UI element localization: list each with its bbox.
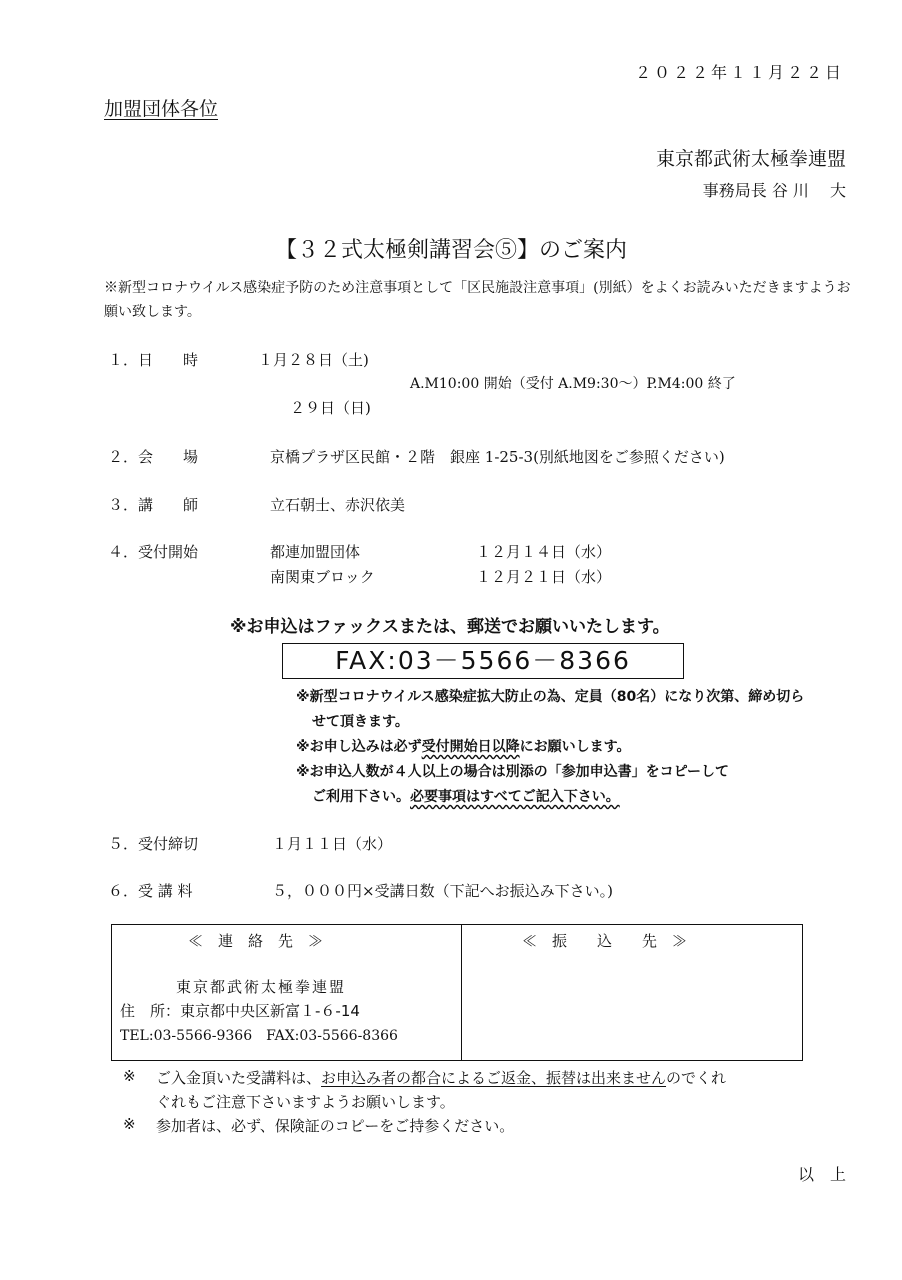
reception-label: ４．受付開始 — [108, 543, 199, 561]
contact-address — [120, 1000, 360, 1021]
fax-number-box: FAX:03－5566－8366 — [282, 643, 684, 679]
document-title: 【３２式太極剣講習会⑤】のご案内 — [274, 238, 627, 263]
fee-label: ６．受 講 料 — [108, 882, 193, 900]
reception-date-note — [296, 736, 631, 756]
transfer-heading: ≪ 振 込 先 ≫ — [522, 932, 688, 950]
group-application-note-line2 — [312, 786, 620, 806]
refund-note-mark: ※ — [123, 1067, 136, 1085]
application-heading: ※お申込はファックスまたは、郵送でお願いいたします。 — [230, 617, 670, 637]
contact-address-value: 東京都中央区新富１-６-14 — [180, 1002, 360, 1020]
refund-note-line2: ぐれもご注意下さいますようお願いします。 — [156, 1093, 455, 1111]
reception-date-1: １２月１４日（水） — [476, 543, 612, 561]
table-divider — [461, 925, 462, 1060]
sender-organization: 東京都武術太極拳連盟 — [655, 148, 846, 170]
datetime-label: １．日 時 — [108, 351, 199, 369]
document-date: ２０２２年１１月２２日 — [634, 63, 844, 82]
sender-secretary: 事務局長 谷 川 大 — [702, 181, 846, 200]
datetime-day1: １月２８日（土) — [258, 351, 369, 369]
reception-group-2: 南関東ブロック — [270, 568, 375, 586]
insurance-note-mark: ※ — [123, 1115, 136, 1133]
deadline-value: １月１１日（水） — [272, 835, 393, 853]
datetime-time: A.M10:00 開始（受付 A.M9:30～）P.M4:00 終了 — [410, 376, 736, 392]
group-application-note-pre: ご利用下さい。 — [312, 789, 410, 805]
contact-address-label: 住 所： — [120, 1002, 181, 1020]
instructor-label: ３．講 師 — [108, 496, 199, 514]
reception-group-1: 都連加盟団体 — [270, 543, 361, 561]
instructor-value: 立石朝士、赤沢依美 — [270, 496, 406, 514]
contact-heading: ≪ 連 絡 先 ≫ — [188, 932, 324, 950]
refund-note-underlined: お申込み者の都合によるご返金、振替は出来ません — [321, 1069, 667, 1087]
venue-label: ２．会 場 — [108, 448, 199, 466]
reception-date-note-post: にお願いします。 — [519, 739, 631, 755]
group-application-note-line1: ※お申込人数が４人以上の場合は別添の「参加申込書」をコピーして — [296, 764, 730, 780]
closing: 以 上 — [797, 1165, 846, 1184]
reception-date-note-pre: ※お申し込みは必ず — [296, 739, 422, 755]
refund-note-line1 — [156, 1067, 726, 1088]
deadline-label: ５．受付締切 — [108, 835, 199, 853]
contact-organization: 東京都武術太極拳連盟 — [176, 978, 347, 996]
reception-date-2: １２月２１日（水） — [476, 568, 612, 586]
datetime-day2: ２９日（日) — [290, 399, 371, 417]
venue-value: 京橋プラザ区民館・２階 銀座 1-25-3(別紙地図をご参照ください) — [270, 448, 725, 466]
refund-note-post: のでくれ — [666, 1069, 727, 1087]
capacity-note-line2: せて頂きます。 — [312, 714, 409, 730]
fee-value: ５，０００円×受講日数（下記へお振込み下さい。) — [272, 882, 613, 900]
addressee: 加盟団体各位 — [104, 98, 219, 120]
capacity-note-line1: ※新型コロナウイルス感染症拡大防止の為、定員（80名）になり次第、締め切ら — [296, 689, 805, 705]
covid-notice: ※新型コロナウイルス感染症予防のため注意事項として「区民施設注意事項」(別紙）をよくお読みいただきますようお願い致します。 — [104, 280, 851, 320]
refund-note-pre: ご入金頂いた受講料は、 — [156, 1069, 322, 1087]
reception-date-note-underlined: 受付開始日以降 — [421, 739, 520, 755]
group-application-note-underlined: 必要事項はすべてご記入下さい。 — [410, 789, 620, 805]
insurance-note: 参加者は、必ず、保険証のコピーをご持参ください。 — [156, 1117, 515, 1135]
contact-phone-fax: TEL:03‐5566‐9366 FAX:03-5566-8366 — [120, 1028, 398, 1044]
